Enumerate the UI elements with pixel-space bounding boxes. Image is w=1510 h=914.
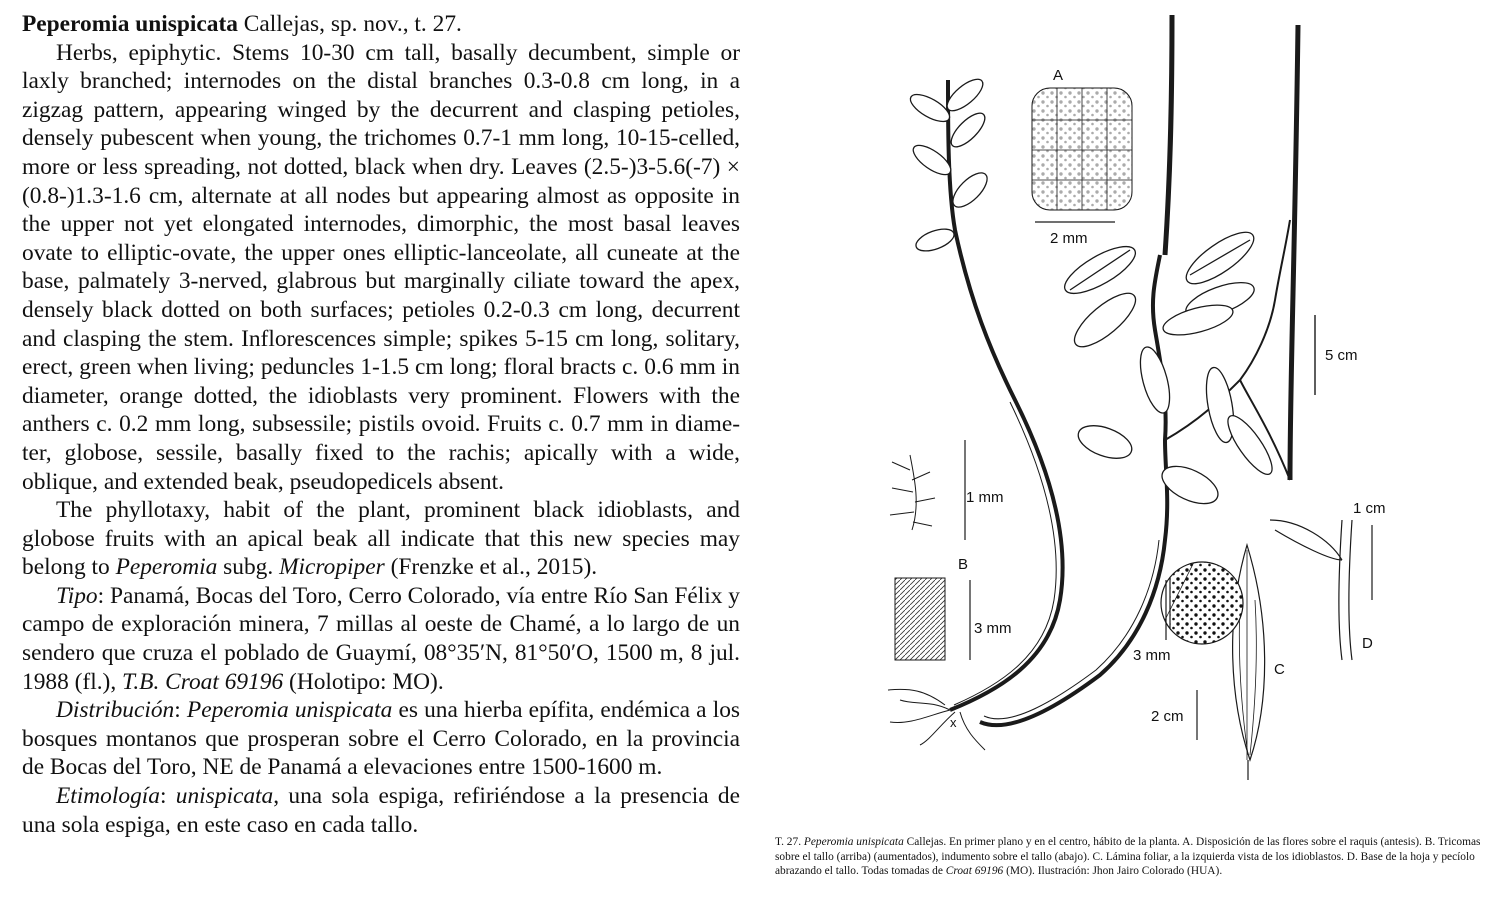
scale-a-2mm: 2 mm bbox=[1050, 230, 1088, 247]
species-name: Peperomia unispicata bbox=[22, 11, 238, 37]
label-d: D bbox=[1362, 635, 1373, 652]
spike-2 bbox=[1290, 25, 1298, 480]
tipo-paragraph: Tipo: Panamá, Bocas del Toro, Cerro Colorado, vía entre Río San Félix y campo de exploración minera, 7 millas al oeste de Chamé, a lo largo de un sendero que cruza el poblado de Guaymí, 08°35′N, 81°50′O, 1500 m, 8 jul. 1988 (fl.), T.B. Croat 69196 (Holotipo: MO). bbox=[22, 582, 740, 695]
subgenus-name: Micropiper bbox=[279, 554, 385, 581]
collector: T.B. Croat 69196 bbox=[122, 668, 284, 695]
label-x: x bbox=[950, 715, 957, 730]
detail-b-trichomes bbox=[890, 440, 965, 540]
detail-b-indumentum bbox=[895, 578, 970, 660]
distribucion-species: Peperomia unispicata bbox=[186, 697, 393, 724]
phyllotaxy-paragraph: The phyllotaxy, habit of the plant, prominent black idioblasts, and globose fruits with an apical beak all indicate that this new species may belong to Peperomia subg. Micropiper (Frenzke et al., 2015). bbox=[22, 497, 740, 581]
detail-a bbox=[1032, 88, 1132, 222]
label-a: A bbox=[1053, 67, 1064, 84]
etimologia-word: unispicata bbox=[175, 783, 274, 810]
description-paragraph: Herbs, epiphytic. Stems 10-30 cm tall, basally decumbent, simple or laxly branched; internodes on the distal branches 0.3-0.8 cm long, in a zigzag pattern, appearing winged by the decurrent and clasping petioles, densely pubescent when young, the trichomes 0.7-1 mm long, 10-15-celled, more or less spreading, not dotted, black when dry. Leaves (2.5-)3-5.6(-7) × (0.8-)1.3-1.6 cm, alternate at all nodes but appearing almost as opposite in the upper not yet elongated internodes, dimorphic, the most basal leaves ovate to elliptic-ovate, the upper ones elliptic-lanceolate, all cuneate at the base, palmately 3-nerved, glabrous but marginally ciliate toward the apex, densely black dotted on both surfaces; petioles 0.2-0.3 cm long, decurrent and clasping the stem. Inflorescences simple; spikes 5-15 cm long, solitary, erect, green when living; peduncles 1-1.5 cm long; floral bracts c. 0.6 mm in diameter, orange dotted, the idioblasts very prominent. Flowers with the anthers c. 0.2 mm long, subsessile; pistils ovoid. Fruits c. 0.7 mm in diame-ter, globose, sessile, basally fixed to the rachis; apically with a wide, oblique, and extended beak, pseudopedicels absent. bbox=[22, 39, 740, 495]
botanical-illustration bbox=[770, 0, 1510, 830]
detail-c bbox=[1161, 545, 1265, 780]
heading-authority: Callejas, sp. nov., t. 27. bbox=[237, 11, 462, 37]
label-b: B bbox=[958, 556, 969, 573]
etimologia-label: Etimología bbox=[56, 783, 160, 810]
figure-caption: T. 27. Peperomia unispicata Callejas. En primer plano y en el centro, hábito de la planta. A. Disposición de las flores sobre el raquis (antesis). B. Tricomas sobre el tallo (arriba) (aumentados), indumento sobre el tallo (abajo). C. Lámina foliar, a la izquierda vista de los idioblastos. D. Base de la hoja y pecíolo abrazando el tallo. Todas tomadas de Croat 69196 (MO). Ilustración: Jhon Jairo Colorado (HUA). bbox=[775, 836, 1481, 878]
tipo-label: Tipo bbox=[56, 582, 98, 609]
genus-name: Peperomia bbox=[115, 554, 218, 581]
scale-c-3mm: 3 mm bbox=[1133, 647, 1171, 664]
detail-d bbox=[1270, 520, 1372, 660]
scale-b-1mm: 1 mm bbox=[966, 489, 1004, 506]
roots bbox=[888, 689, 985, 750]
plant-illustration-svg bbox=[770, 0, 1510, 830]
caption-specimen: Croat 69196 bbox=[945, 865, 1004, 878]
label-c: C bbox=[1274, 661, 1285, 678]
spike-1 bbox=[1165, 15, 1172, 255]
article-text bbox=[22, 10, 740, 839]
etimologia-paragraph: Etimología: unispicata, una sola espiga, refiriéndose a la presencia de una sola espiga, en este caso en cada tallo. bbox=[22, 783, 740, 838]
caption-species: Peperomia unispicata bbox=[803, 836, 904, 848]
scale-habit-5cm: 5 cm bbox=[1325, 347, 1358, 364]
distribucion-paragraph: Distribución: Peperomia unispicata es una hierba epífita, endémica a los bosques montanos que prosperan sobre el Cerro Colorado, en la provincia de Bocas del Toro, NE de Panamá a elevaciones entre 1500-1600 m. bbox=[22, 697, 740, 781]
distribucion-label: Distribución bbox=[56, 697, 175, 724]
scale-c-2cm: 2 cm bbox=[1151, 708, 1184, 725]
scale-d-1cm: 1 cm bbox=[1353, 500, 1386, 517]
species-heading bbox=[22, 10, 740, 39]
scale-b-3mm: 3 mm bbox=[974, 620, 1012, 637]
